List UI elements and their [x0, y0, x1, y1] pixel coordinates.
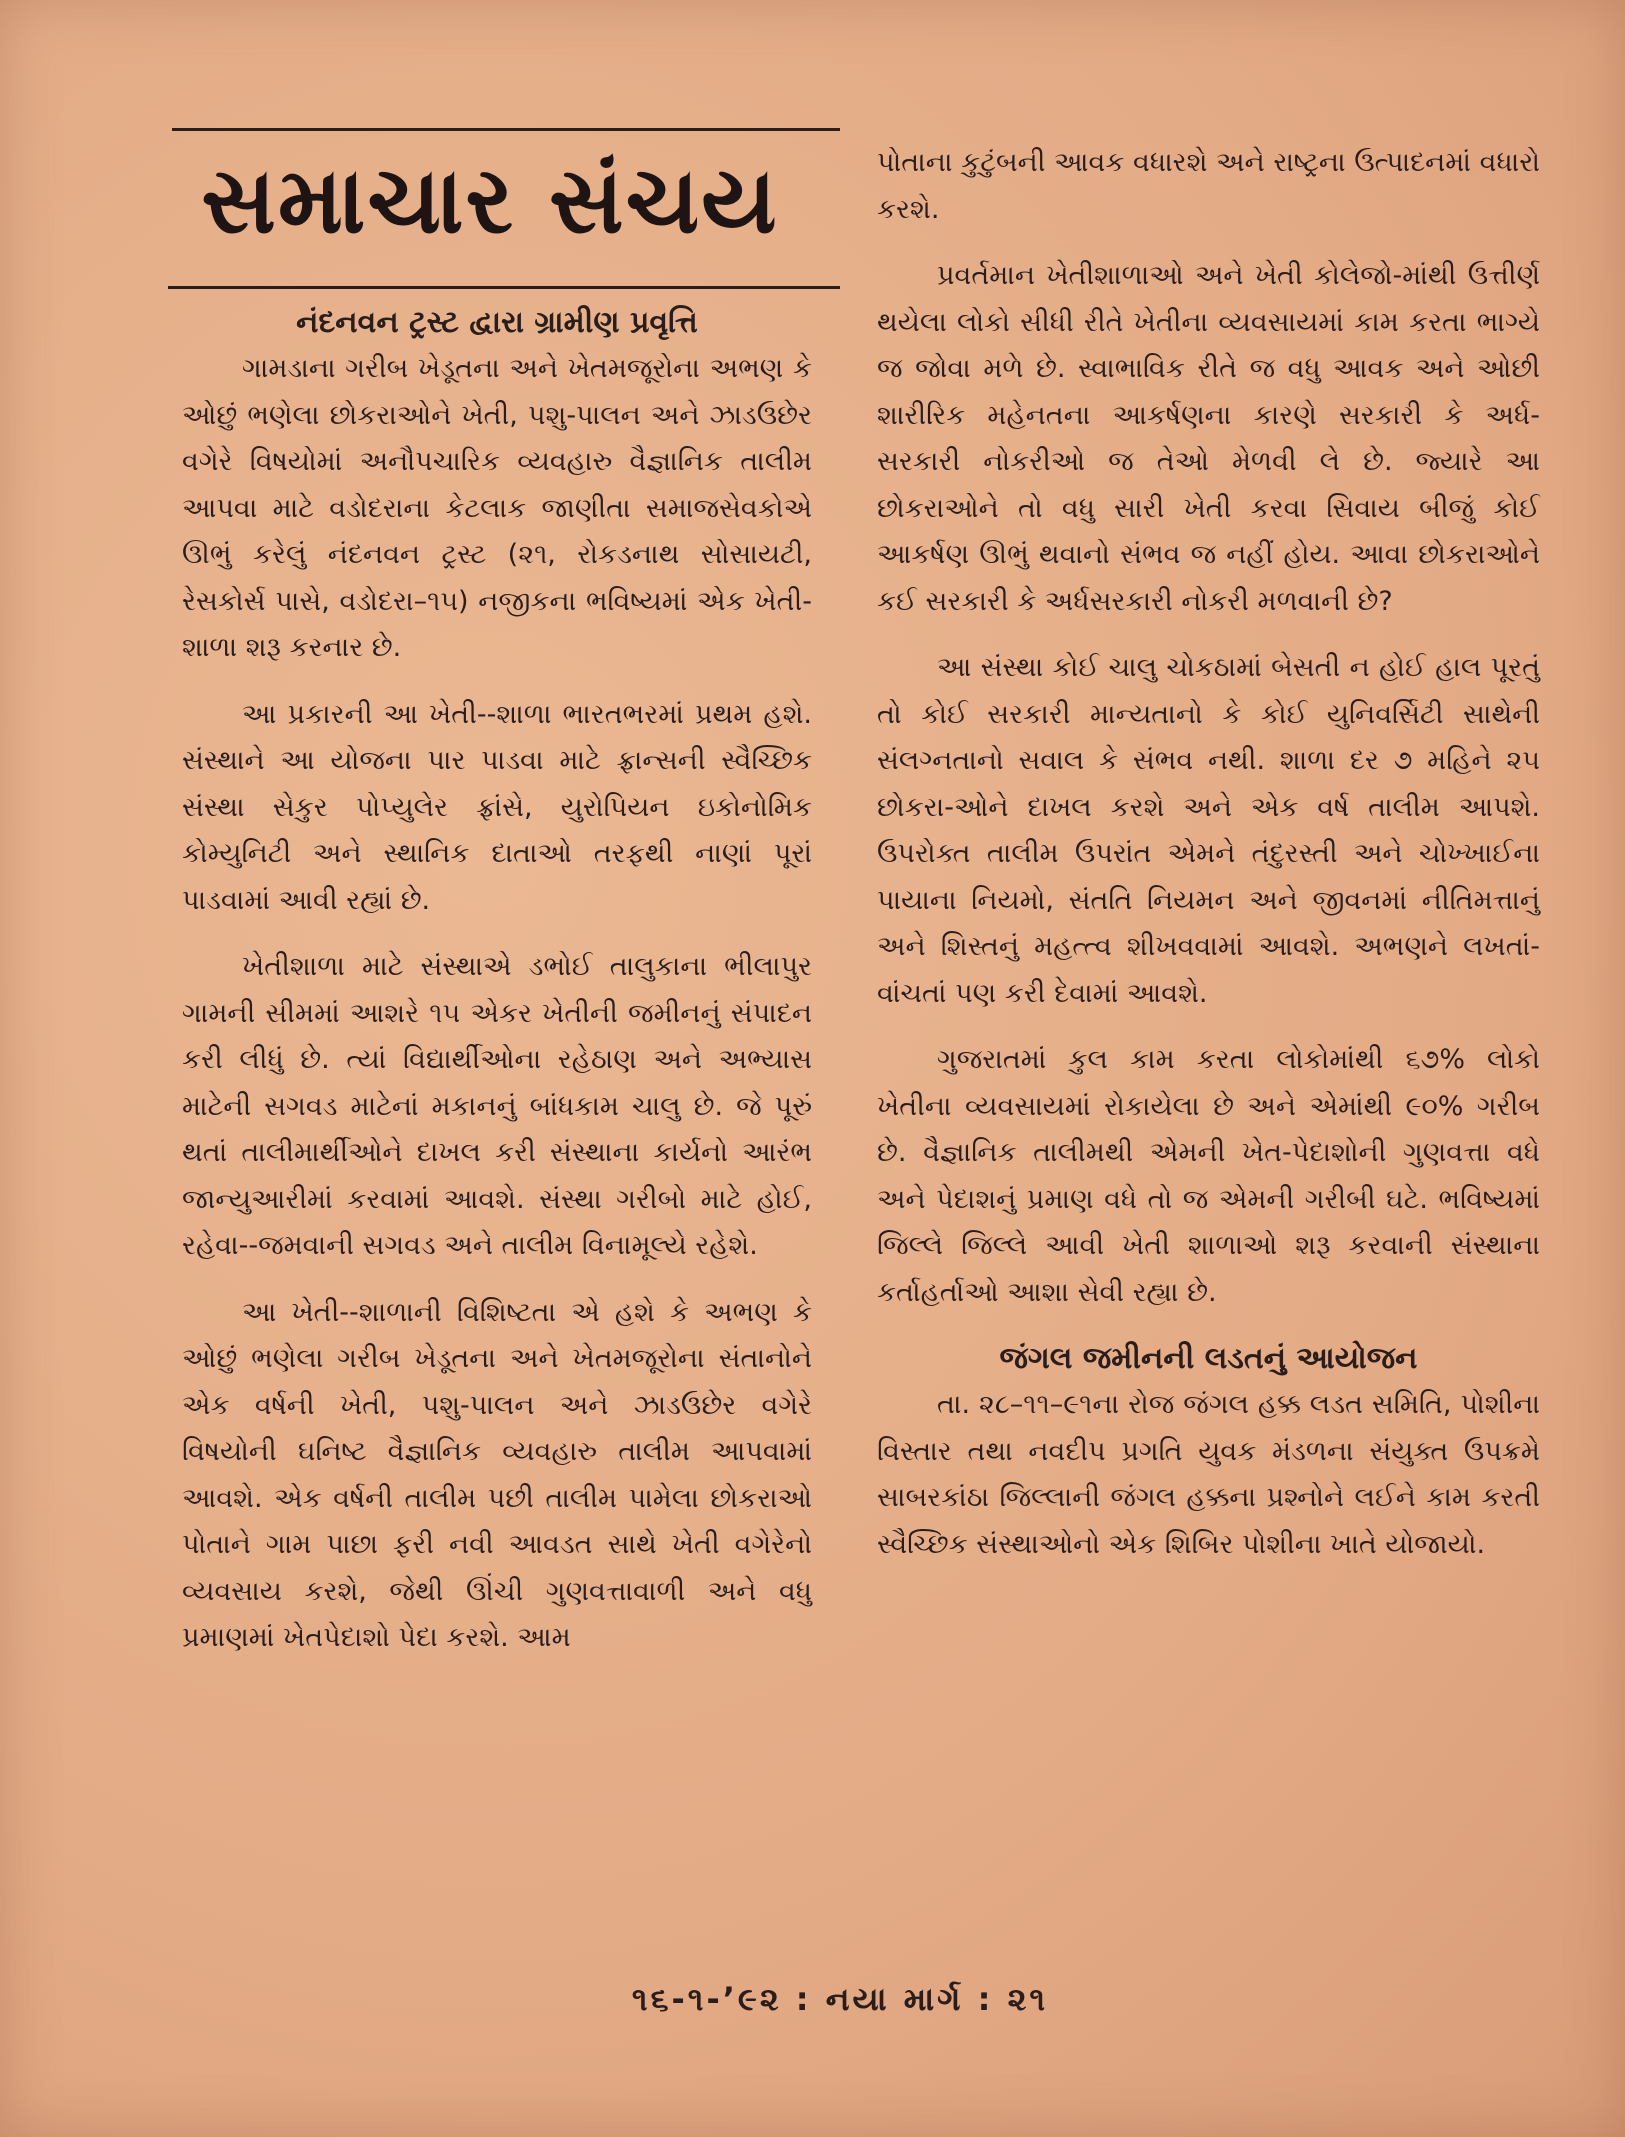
right-paragraph-4: તા. ૨૮–૧૧–૯૧ના રોજ જંગલ હક્ક લડત સમિતિ, પોશીના વિસ્તાર તથા નવદીપ પ્રગતિ યુવક મંડળના સંયુક્ત ઉપક્રમે સાબરકાંઠા જિલ્લાની જંગલ હક્કના પ્રશ્નોને લઈને કામ કરતી સ્વૈચ્છિક સંસ્થાઓનો એક શિબિર પોશીના ખાતે યોજાયો. [877, 1389, 1540, 1560]
right-continuation: પોતાના કુટુંબની આવક વધારશે અને રાષ્ટ્રના ઉત્પાદનમાં વધારો કરશે. [877, 147, 1540, 225]
right-paragraph-3: ગુજરાતમાં કુલ કામ કરતા લોકોમાંથી ૬૭% લોકો ખેતીના વ્યવસાયમાં રોકાયેલા છે અને એમાંથી ૯૦% ગરીબ છે. વૈજ્ઞાનિક તાલીમથી એમની ખેત-પેદાશોની ગુણવત્તા વધે અને પેદાશનું પ્રમાણ વધે તો જ એમની ગરીબી ઘટે. ભવિષ્યમાં જિલ્લે જિલ્લે આવી ખેતી શાળાઓ શરૂ કરવાની સંસ્થાના કર્તાહર્તાઓ આશા સેવી રહ્યા છે. [877, 1044, 1540, 1308]
masthead-bottom-rule [168, 286, 840, 289]
right-paragraph-1: પ્રવર્તમાન ખેતીશાળાઓ અને ખેતી કોલેજો-માંથી ઉત્તીર્ણ થયેલા લોકો સીધી રીતે ખેતીના વ્યવસાયમાં કામ કરતા ભાગ્યે જ જોવા મળે છે. સ્વાભાવિક રીતે જ વધુ આવક અને ઓછી શારીરિક મહેનતના આકર્ષણના કારણે સરકારી કે અર્ધ-સરકારી નોકરીઓ જ તેઓ મેળવી લે છે. જ્યારે આ છોકરાઓને તો વધુ સારી ખેતી કરવા સિવાય બીજું કોઈ આકર્ષણ ઊભું થવાનો સંભવ જ નહીં હોય. આવા છોકરાઓને કઈ સરકારી કે અર્ધસરકારી નોકરી મળવાની છે? [877, 260, 1540, 617]
article-heading-forest-land: જંગલ જમીનની લડતનું આયોજન [999, 1341, 1418, 1376]
left-paragraph-1: ગામડાના ગરીબ ખેડૂતના અને ખેતમજૂરોના અભણ કે ઓછું ભણેલા છોકરાઓને ખેતી, પશુ-પાલન અને ઝાડઉછેર વગેરે વિષયોમાં અનૌપચારિક વ્યવહારુ વૈજ્ઞાનિક તાલીમ આપવા માટે વડોદરાના કેટલાક જાણીતા સમાજસેવકોએ ઊભું કરેલું નંદનવન ટ્રસ્ટ (૨૧, રોકડનાથ સોસાયટી, રેસકોર્સ પાસે, વડોદરા–૧૫) નજીકના ભવિષ્યમાં એક ખેતી-શાળા શરૂ કરનાર છે. [182, 353, 812, 663]
right-column [877, 140, 1540, 1588]
right-paragraph-2: આ સંસ્થા કોઈ ચાલુ ચોકઠામાં બેસતી ન હોઈ હાલ પૂરતું તો કોઈ સરકારી માન્યતાનો કે કોઈ યુનિવર્સિટી સાથેની સંલગ્નતાનો સવાલ કે સંભવ નથી. શાળા દર ૭ મહિને ૨૫ છોકરા-ઓને દાખલ કરશે અને એક વર્ષ તાલીમ આપશે. ઉપરોક્ત તાલીમ ઉપરાંત એમને તંદુરસ્તી અને ચોખ્ખાઈના પાયાના નિયમો, સંતતિ નિયમન અને જીવનમાં નીતિમત્તાનું અને શિસ્તનું મહત્ત્વ શીખવવામાં આવશે. અભણને લખતાં-વાંચતાં પણ કરી દેવામાં આવશે. [877, 652, 1540, 1009]
masthead-title: સમાચાર સંચય [201, 146, 779, 254]
page-footer: ૧૬-૧-’૯૨ : નયા માર્ગ : ૨૧ [631, 1980, 1049, 2018]
article-heading-nandanvan: નંદનવન ટ્રસ્ટ દ્વારા ગ્રામીણ પ્રવૃત્તિ [296, 305, 698, 340]
left-column [182, 300, 812, 1682]
top-rule [172, 128, 840, 131]
left-paragraph-2: આ પ્રકારની આ ખેતી--શાળા ભારતભરમાં પ્રથમ હશે. સંસ્થાને આ યોજના પાર પાડવા માટે ફ્રાન્સની સ્વૈચ્છિક સંસ્થા સેકુર પોપ્યુલેર ફ્રાંસે, યુરોપિયન ઇકોનોમિક કોમ્યુનિટી અને સ્થાનિક દાતાઓ તરફથી નાણાં પૂરાં પાડવામાં આવી રહ્યાં છે. [182, 698, 812, 916]
left-paragraph-3: ખેતીશાળા માટે સંસ્થાએ ડભોઈ તાલુકાના ભીલાપુર ગામની સીમમાં આશરે ૧૫ એકર ખેતીની જમીનનું સંપાદન કરી લીધું છે. ત્યાં વિદ્યાર્થીઓના રહેઠાણ અને અભ્યાસ માટેની સગવડ માટેનાં મકાનનું બાંધકામ ચાલુ છે. જે પૂરું થતાં તાલીમાર્થીઓને દાખલ કરી સંસ્થાના કાર્યનો આરંભ જાન્યુઆરીમાં કરવામાં આવશે. સંસ્થા ગરીબો માટે હોઈ, રહેવા--જમવાની સગવડ અને તાલીમ વિનામૂલ્યે રહેશે. [182, 951, 812, 1261]
left-paragraph-4: આ ખેતી--શાળાની વિશિષ્ટતા એ હશે કે અભણ કે ઓછું ભણેલા ગરીબ ખેડૂતના અને ખેતમજૂરોના સંતાનોને એક વર્ષની ખેતી, પશુ-પાલન અને ઝાડઉછેર વગેરે વિષયોની ઘનિષ્ટ વૈજ્ઞાનિક વ્યવહારુ તાલીમ આપવામાં આવશે. એક વર્ષની તાલીમ પછી તાલીમ પામેલા છોકરાઓ પોતાને ગામ પાછા ફરી નવી આવડત સાથે ખેતી વગેરેનો વ્યવસાય કરશે, જેથી ઊંચી ગુણવત્તાવાળી અને વધુ પ્રમાણમાં ખેતપેદાશો પેદા કરશે. આમ [182, 1296, 812, 1653]
